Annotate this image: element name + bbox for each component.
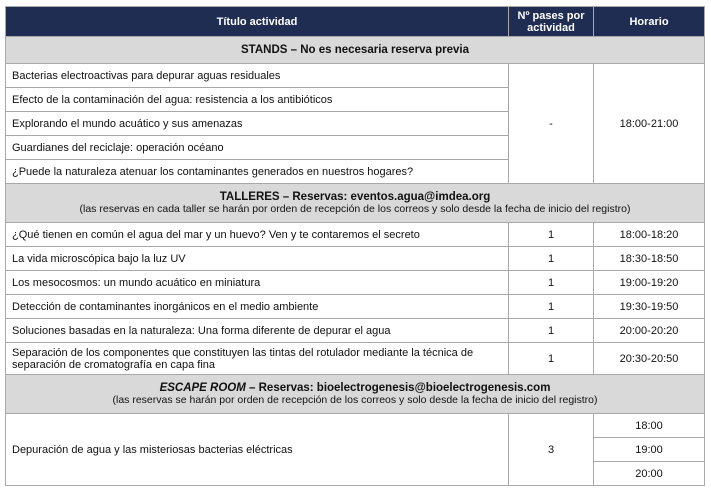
escape-activity-name: Depuración de agua y las misteriosas bacterias eléctricas [6, 414, 509, 486]
taller-passes: 1 [509, 223, 594, 247]
stands-schedule: 18:00-21:00 [594, 64, 705, 184]
table-row [6, 271, 705, 295]
escape-section-note: (las reservas se harán por orden de recepción de los correos y solo desde la fecha de inicio del registro) [112, 394, 598, 406]
stand-activity-name: ¿Puede la naturaleza atenuar los contaminantes generados en nuestros hogares? [6, 160, 509, 184]
taller-passes: 1 [509, 271, 594, 295]
taller-activity-name: Separación de los componentes que constituyen las tintas del rotulador mediante la técnica de separación de cromatografía en capa fina [6, 343, 509, 375]
escape-time: 20:00 [594, 462, 705, 486]
table-row [6, 343, 705, 375]
taller-passes: 1 [509, 295, 594, 319]
taller-activity-name: Los mesocosmos: un mundo acuático en miniatura [6, 271, 509, 295]
table-row [6, 247, 705, 271]
table-header-row [6, 7, 705, 37]
taller-activity-name: ¿Qué tienen en común el agua del mar y un huevo? Ven y te contaremos el secreto [6, 223, 509, 247]
header-schedule: Horario [594, 7, 705, 37]
header-passes: Nº pases por actividad [509, 7, 594, 37]
talleres-section-note: (las reservas en cada taller se harán por orden de recepción de los correos y solo desde la fecha de inicio del registro) [79, 203, 631, 215]
activities-table [5, 6, 705, 486]
table-row [6, 64, 705, 88]
escape-time: 18:00 [594, 414, 705, 438]
table-row [6, 414, 705, 438]
taller-time: 18:00-18:20 [594, 223, 705, 247]
taller-activity-name: Detección de contaminantes inorgánicos en el medio ambiente [6, 295, 509, 319]
taller-time: 18:30-18:50 [594, 247, 705, 271]
table-row [6, 319, 705, 343]
escape-section-row [6, 375, 705, 414]
header-activity-title: Título actividad [6, 7, 509, 37]
taller-time: 19:00-19:20 [594, 271, 705, 295]
talleres-section-header [6, 184, 705, 223]
table-row [6, 295, 705, 319]
stands-section-header [6, 37, 705, 64]
stands-passes: - [509, 64, 594, 184]
escape-section-header [6, 375, 705, 414]
taller-passes: 1 [509, 247, 594, 271]
escape-room-label: ESCAPE ROOM [159, 382, 246, 394]
taller-activity-name: La vida microscópica bajo la luz UV [6, 247, 509, 271]
stands-section-title: STANDS – No es necesaria reserva previa [241, 44, 469, 56]
stand-activity-name: Explorando el mundo acuático y sus amenazas [6, 112, 509, 136]
taller-time: 19:30-19:50 [594, 295, 705, 319]
stand-activity-name: Efecto de la contaminación del agua: resistencia a los antibióticos [6, 88, 509, 112]
stand-activity-name: Guardianes del reciclaje: operación océano [6, 136, 509, 160]
taller-passes: 1 [509, 343, 594, 375]
taller-activity-name: Soluciones basadas en la naturaleza: Una forma diferente de depurar el agua [6, 319, 509, 343]
talleres-section-title: TALLERES – Reservas: eventos.agua@imdea.org [219, 191, 491, 203]
stand-activity-name: Bacterias electroactivas para depurar aguas residuales [6, 64, 509, 88]
talleres-section-row [6, 184, 705, 223]
taller-time: 20:00-20:20 [594, 319, 705, 343]
escape-section-title [12, 382, 698, 394]
taller-passes: 1 [509, 319, 594, 343]
escape-reservation-text: – Reservas: bioelectrogenesis@bioelectrogenesis.com [245, 382, 551, 394]
taller-time: 20:30-20:50 [594, 343, 705, 375]
table-row [6, 223, 705, 247]
escape-passes: 3 [509, 414, 594, 486]
stands-section-row [6, 37, 705, 64]
escape-time: 19:00 [594, 438, 705, 462]
